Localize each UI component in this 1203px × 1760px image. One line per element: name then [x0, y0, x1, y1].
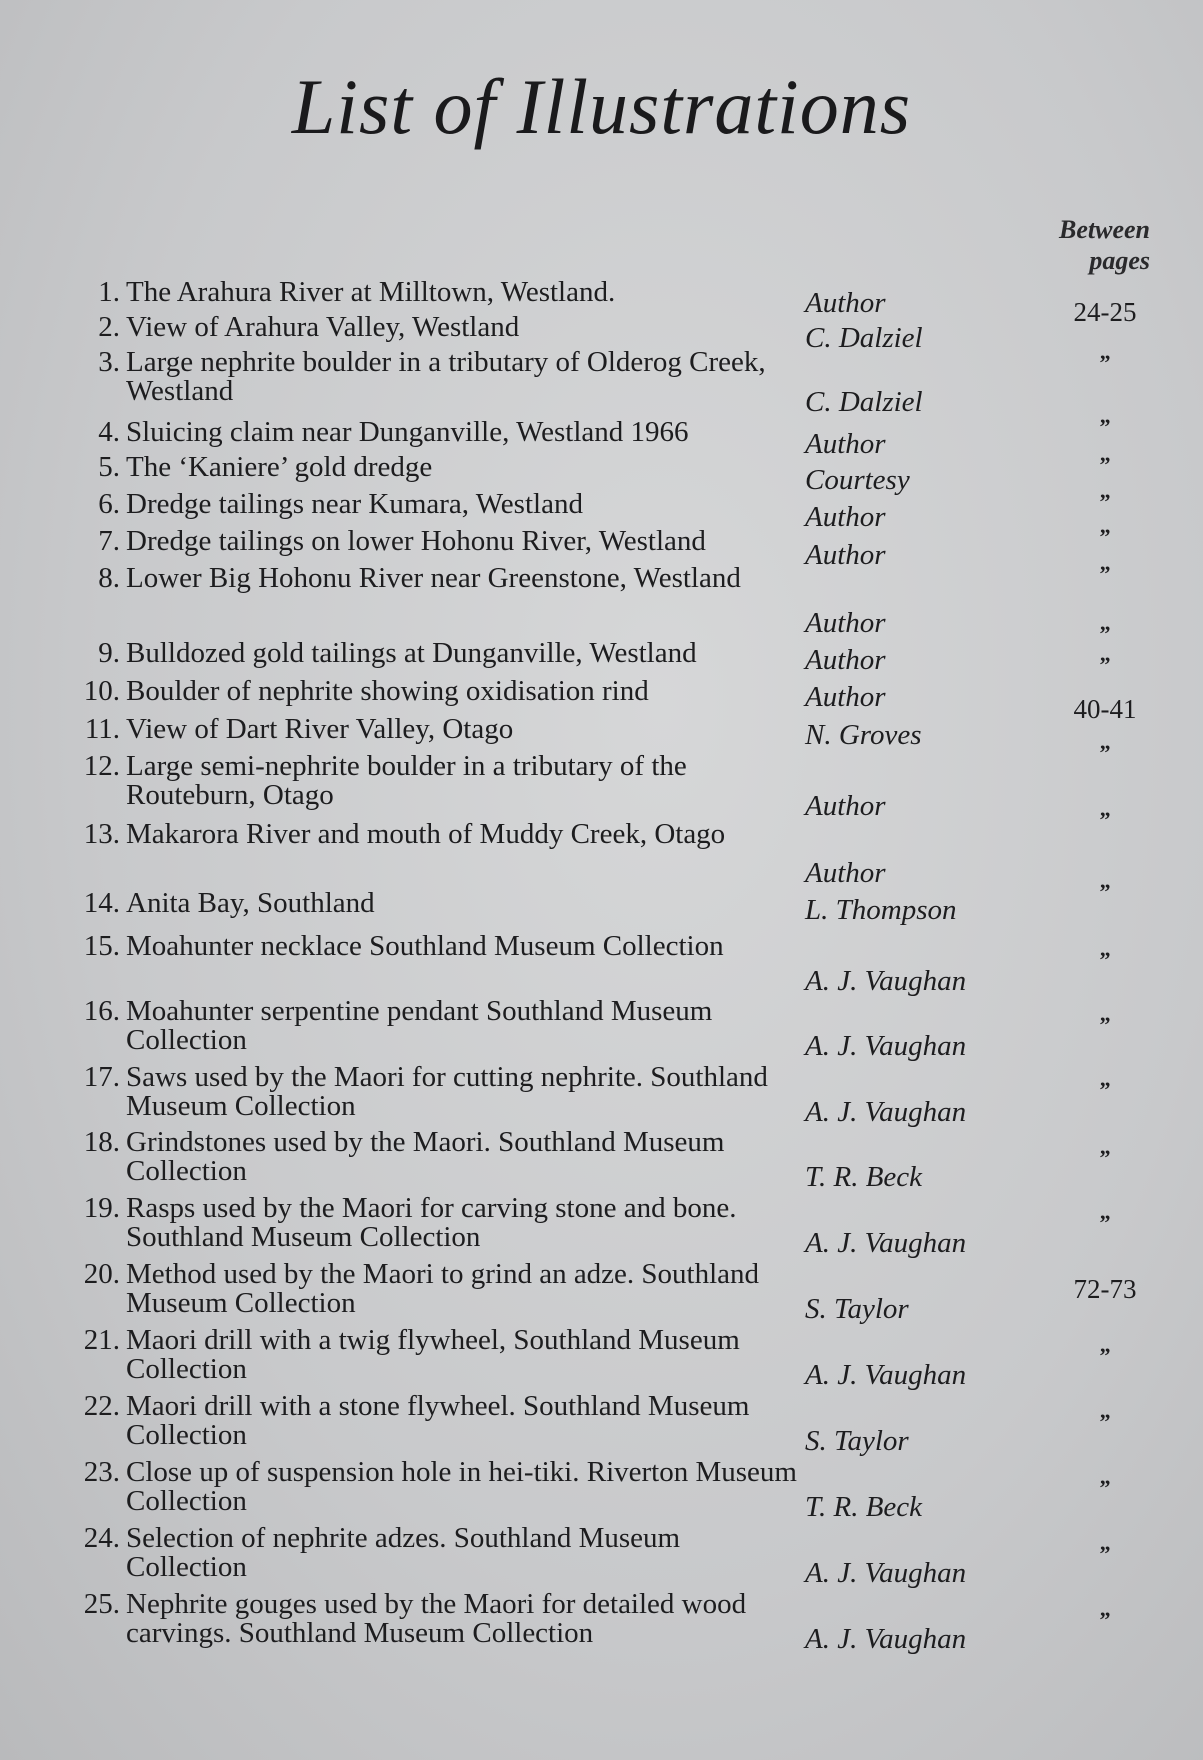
item-pages: ”	[1099, 1145, 1111, 1170]
item-number: 6.	[98, 488, 120, 520]
item-credit: L. Thompson	[805, 894, 957, 926]
item-number: 14.	[83, 887, 120, 919]
item-number: 20.	[83, 1258, 120, 1290]
item-description: Large semi-nephrite boulder in a tributary of the Routeburn, Otago	[126, 750, 687, 811]
item-pages: 24-25	[1073, 297, 1137, 327]
item-credit: Author	[805, 501, 886, 533]
item-credit: T. R. Beck	[805, 1491, 923, 1523]
item-credit: Author	[805, 790, 886, 822]
page-title: List of Illustrations	[291, 63, 912, 150]
item-description: View of Arahura Valley, Westland	[126, 311, 520, 343]
item-number: 24.	[83, 1522, 120, 1554]
item-credit: Author	[805, 539, 886, 571]
item-pages: ”	[1099, 561, 1111, 586]
item-pages: ”	[1099, 947, 1111, 972]
item-description: Bulldozed gold tailings at Dunganville, Westland	[126, 637, 697, 669]
item-description: Rasps used by the Maori for carving stone and bone. Southland Museum Collection	[126, 1192, 737, 1253]
item-number: 15.	[83, 930, 120, 962]
item-description: Selection of nephrite adzes. Southland Museum Collection	[126, 1522, 681, 1583]
item-number: 23.	[83, 1456, 120, 1488]
item-pages: ”	[1099, 414, 1111, 439]
item-number: 1.	[98, 276, 120, 308]
item-pages: ”	[1099, 1077, 1111, 1102]
item-credit: S. Taylor	[805, 1293, 909, 1325]
item-pages: 40-41	[1073, 694, 1137, 724]
item-description: Method used by the Maori to grind an adze. Southland Museum Collection	[126, 1258, 760, 1319]
item-pages: ”	[1099, 524, 1111, 549]
item-number: 18.	[83, 1126, 120, 1158]
header-line-1: Between	[1059, 215, 1150, 244]
item-number: 8.	[98, 562, 120, 594]
item-pages: ”	[1099, 807, 1111, 832]
item-pages: ”	[1099, 452, 1111, 477]
item-credit: A. J. Vaughan	[805, 1557, 967, 1589]
item-credit: Author	[805, 644, 886, 676]
item-number: 7.	[98, 525, 120, 557]
item-description: Maori drill with a twig flywheel, Southland Museum Collection	[126, 1324, 740, 1385]
item-description: Boulder of nephrite showing oxidisation rind	[126, 675, 649, 707]
item-description: The ‘Kaniere’ gold dredge	[126, 451, 433, 483]
item-description: Dredge tailings near Kumara, Westland	[126, 488, 583, 520]
item-pages: ”	[1099, 350, 1111, 375]
header-line-2: pages	[1089, 246, 1150, 275]
item-description: Makarora River and mouth of Muddy Creek, Otago	[126, 818, 726, 850]
item-description: Grindstones used by the Maori. Southland Museum Collection	[126, 1126, 725, 1187]
item-description: Sluicing claim near Dunganville, Westland 1966	[126, 416, 689, 448]
item-credit: A. J. Vaughan	[805, 1030, 967, 1062]
item-credit: A. J. Vaughan	[805, 1623, 967, 1655]
between-pages-header	[1030, 214, 1150, 276]
item-description: Saws used by the Maori for cutting nephrite. Southland Museum Collection	[126, 1061, 768, 1122]
item-credit: T. R. Beck	[805, 1161, 923, 1193]
item-pages: ”	[1099, 740, 1111, 765]
item-pages: ”	[1099, 1541, 1111, 1566]
item-credit: A. J. Vaughan	[805, 965, 967, 997]
item-credit: Author	[805, 287, 886, 319]
item-description: Large nephrite boulder in a tributary of Olderog Creek, Westland	[126, 346, 766, 407]
item-credit: S. Taylor	[805, 1425, 909, 1457]
item-description: Nephrite gouges used by the Maori for detailed wood carvings. Southland Museum Collection	[126, 1588, 747, 1649]
item-number: 16.	[83, 995, 120, 1027]
item-pages: ”	[1099, 1012, 1111, 1037]
item-number: 12.	[83, 750, 120, 782]
item-description: Maori drill with a stone flywheel. Southland Museum Collection	[126, 1390, 750, 1451]
item-credit: C. Dalziel	[805, 322, 923, 354]
item-description: Moahunter necklace Southland Museum Collection	[126, 930, 724, 962]
item-credit: C. Dalziel	[805, 386, 923, 418]
item-number: 11.	[84, 713, 120, 745]
item-pages: ”	[1099, 621, 1111, 646]
item-credit: A. J. Vaughan	[805, 1227, 967, 1259]
item-pages: ”	[1099, 1210, 1111, 1235]
item-number: 4.	[98, 416, 120, 448]
item-number: 9.	[98, 637, 120, 669]
item-pages: ”	[1099, 1607, 1111, 1632]
item-credit: Author	[805, 681, 886, 713]
item-description: The Arahura River at Milltown, Westland.	[126, 276, 616, 308]
item-description: Close up of suspension hole in hei-tiki. Riverton Museum Collection	[126, 1456, 797, 1517]
item-credit: A. J. Vaughan	[805, 1096, 967, 1128]
item-description: Moahunter serpentine pendant Southland Museum Collection	[126, 995, 713, 1056]
item-credit: Courtesy	[805, 464, 910, 496]
item-pages: ”	[1099, 652, 1111, 677]
item-credit: Author	[805, 857, 886, 889]
item-description: View of Dart River Valley, Otago	[126, 713, 514, 745]
item-number: 25.	[83, 1588, 120, 1620]
item-number: 13.	[83, 818, 120, 850]
item-description: Lower Big Hohonu River near Greenstone, Westland	[126, 562, 741, 594]
item-credit: N. Groves	[805, 719, 922, 751]
item-pages: ”	[1099, 1475, 1111, 1500]
item-credit: Author	[805, 607, 886, 639]
item-number: 5.	[98, 451, 120, 483]
item-credit: Author	[805, 428, 886, 460]
item-number: 21.	[83, 1324, 120, 1356]
item-number: 17.	[83, 1061, 120, 1093]
item-number: 22.	[83, 1390, 120, 1422]
item-credit: A. J. Vaughan	[805, 1359, 967, 1391]
item-description: Anita Bay, Southland	[126, 887, 375, 919]
item-number: 10.	[83, 675, 120, 707]
item-pages: ”	[1099, 1343, 1111, 1368]
item-number: 3.	[98, 346, 120, 378]
item-pages: ”	[1099, 879, 1111, 904]
item-number: 19.	[83, 1192, 120, 1224]
item-description: Dredge tailings on lower Hohonu River, Westland	[126, 525, 706, 557]
item-pages: ”	[1099, 1409, 1111, 1434]
item-number: 2.	[98, 311, 120, 343]
item-pages: 72-73	[1073, 1274, 1137, 1304]
item-pages: ”	[1099, 489, 1111, 514]
